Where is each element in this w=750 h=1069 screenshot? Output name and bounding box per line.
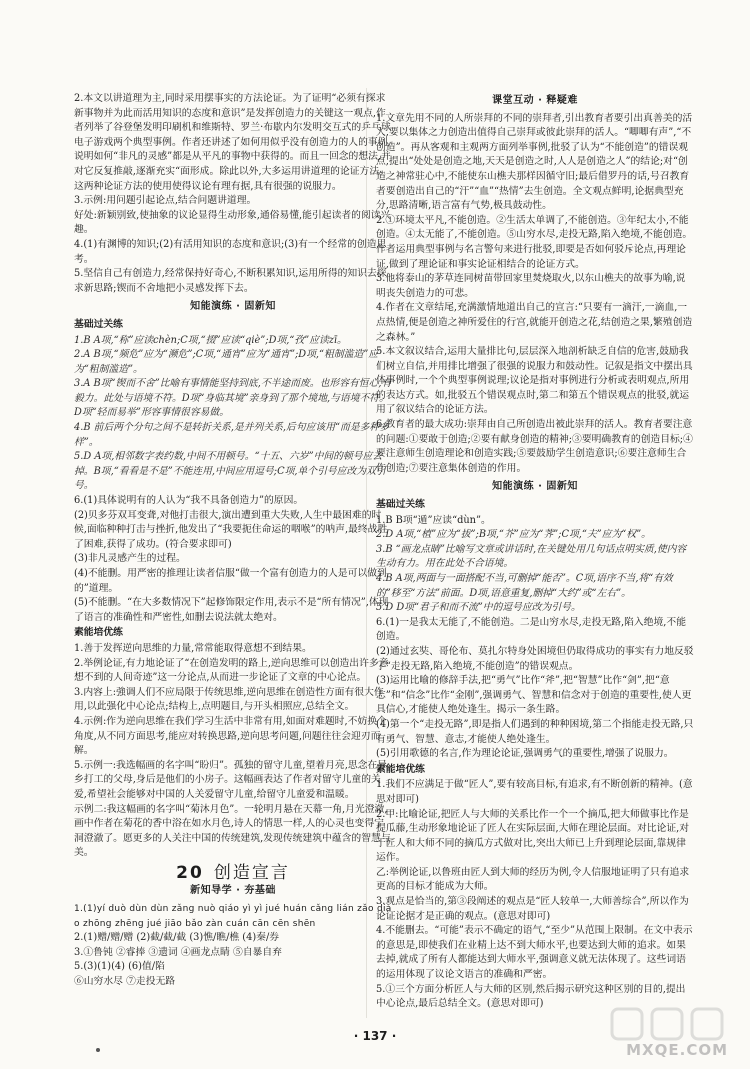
answer-paragraph: 5.坚信自己有创造力,经常保持好奇心,不断积累知识,运用所得的知识去探求新思路;锲而不舍地把小灵感发挥下去。: [74, 268, 387, 294]
answer-paragraph: (3)运用比喻的修辞手法,把“勇气”比作“斧”,把“智慧”比作“剑”,把“意志”和“信念”比作“金刚”,强调勇气、智慧和信念对于创造的重要性,使人更具信心,才能使人绝处逢生。揭示一条生路。: [376, 675, 692, 716]
right-column: [376, 90, 694, 1012]
answer-paragraph: 6.教育者的最大成功:崇拜由自己所创造出被此崇拜的活人。教育者要注意的问题:①要敢于创造;②要有献身创造的精神;③要明确教育的创造目标;④要注意师生创造理论和创造实践;⑤要鼓励学生创造意识;⑥要注意师生合作创造;⑦要注意集体创造的作用。: [376, 419, 693, 474]
answer-paragraph: (2)通过玄奘、哥伦布、莫扎尔特身处困境但仍取得成功的事实有力地反驳了“走投无路,陷入绝境,不能创造”的错误观点。: [376, 645, 694, 672]
section-heading: 课堂互动 · 释疑难: [492, 95, 578, 106]
answer-paragraph: 5.(3)(1)(4) (6)值/陷: [74, 961, 165, 973]
answer-paragraph: 6.(1)一是我太无能了,不能创造。二是山穷水尽,走投无路,陷入绝境,不能创造。: [376, 616, 686, 643]
answer-paragraph: 3.观点是恰当的,第③段阐述的观点是“匠人较单一,大师善综合”,所以作为论证论据才是正确的观点。(意思对即可): [376, 896, 689, 922]
handwritten-answer: 2.A B项,“频危”应为“濒危”;C项,“通宵”应为“通宵”;D项,“粗制滥造”应为“粗制滥造”。: [74, 349, 379, 375]
answer-paragraph: 2.举例论证,有力地论证了“在创造发明的路上,逆向思维可以创造出许多意想不到的人间奇迹”这一分论点,从而进一步论证了文章的中心论点。: [74, 657, 389, 684]
handwritten-answer: 4.B 前后两个分句之间不是转折关系,是并列关系,后句应该用“而是多种多样”。: [74, 422, 390, 448]
handwritten-answer: 3.A B项“锲而不舍”比喻有事情能坚持到底,不半途而废。也形容有恒心,有毅力。此处与语境不符。D项“身临其境”亲身到了那个境地,与语境不符。D项“轻而易举”形容事情很容易做。: [74, 378, 392, 419]
subsection-heading: 基础过关练: [376, 499, 425, 511]
answer-paragraph: 5.①三个方面分析匠人与大师的区别,然后揭示研究这种区别的目的,提出中心论点,最后总结全文。(意思对即可): [376, 983, 686, 1010]
handwritten-answer: 4.B A项,两面与一面搭配不当,可删掉“能否”。C项,语序不当,将“有效的”移至“方法”前面。D项,语意重复,删掉“大约”或“左右”。: [376, 573, 673, 599]
left-column: [74, 92, 392, 990]
pinyin-line: 1.(1)yí duò dùn dùn zǎng nuò qiáo yì yì jué huán cǎng lián zǎo diào zhōng zhēng jué jiāo bǎo zàn cuán cān cēn shēn: [74, 904, 392, 929]
answer-paragraph: (3)非凡灵感产生的过程。: [74, 553, 186, 565]
answer-paragraph: 3.①鲁钝 ②睿捧 ③遗词 ④画龙点睛 ⑤自暴自弃: [74, 946, 282, 958]
answer-paragraph: 2.本文以讲道理为主,同时采用摆事实的方法论证。为了证明“必须有探求新事物并为此而活用知识的态度和意识”是发挥创造力的关键这一观点,作者列举了谷登堡发明印刷机和维斯特、罗兰·布歇内尔发明交互式的乒乓球电子游戏两个典型事例。作者还讲述了如何用似乎没有创造力的人的事例,说明如何“非凡的灵感”都是从平凡的事物中获得的。而且一回念的想法,并对它反复推敲,逐渐充实“面形成。除此以外,大多运用讲道理的论证方法。这两种论证方法的使用使得议论有理有据,具有很强的说服力。: [74, 93, 391, 192]
answer-paragraph: 4.作者在文章结尾,充满激情地道出自己的宣言:“只要有一滴汗,一滴血,一点热情,便是创造之神所爱住的行宫,就能开创造之花,结创造之果,繁殖创造之森林。”: [376, 302, 693, 343]
subsection-heading: 素能培优练: [74, 627, 123, 639]
answer-paragraph: 6.(1)具体说明有的人认为“我不具备创造力”的原因。: [74, 495, 304, 507]
subsection-heading: 基础过关练: [74, 318, 123, 330]
lesson-number: 20: [176, 862, 204, 883]
section-heading: 新知导学 · 夯基础: [190, 885, 276, 897]
answer-paragraph: (5)不能删。“在大多数情况下”起修饰限定作用,表示不是“所有情况”,体现了语言的准确性和严密性,如删去说法就太绝对。: [74, 597, 389, 623]
page-number-text: 137: [362, 1029, 388, 1043]
lesson-title: [74, 862, 392, 883]
answer-paragraph: 1.我们不应满足于做“匠人”,要有较高目标,有追求,有不断创新的精神。(意思对即可): [376, 779, 693, 805]
answer-paragraph: 3.示例:用问题引起论点,结合问题讲道理。: [74, 195, 257, 207]
answer-paragraph: 4.(1)有渊博的知识;(2)有活用知识的态度和意识;(3)有一个经常的创造思考。: [74, 238, 387, 265]
answer-paragraph: 好处:新颖别致,使抽象的议论显得生动形象,通俗易懂,能引起读者的阅读兴趣。: [74, 209, 391, 236]
answer-paragraph: 示例二:我这幅画的名字叫“菊沐月色”。一轮明月悬在天幕一角,月光澄澈,画中作者在菊花的香中浴在如水月色,诗人的情思一样,人的心灵也变得宁洞澄澈了。愿更多的人关注中国的传统建筑,发现传统建筑中蕴含的智慧与美。: [74, 803, 391, 859]
answer-paragraph: 1.善于发挥逆向思维的力量,常常能取得意想不到结果。: [74, 642, 312, 654]
corner-dot: [96, 1048, 100, 1052]
answer-paragraph: 1.B B项“遁”应读“dùn”。: [376, 514, 491, 526]
page-number: · 137 ·: [353, 1029, 397, 1043]
handwritten-answer: 5.D A项,相邻数字表约数,中间不用顿号。“十五、六岁”中间的顿号应去掉。B项,“看看是不是”不能连用,中间应用逗号;C项,单个引号应改为双引号。: [74, 451, 386, 492]
handwritten-answer: 2.D A项,“植”应为“拔”;B项,“芥”应为“荠”;C项,“夫”应为“权”。: [376, 529, 651, 541]
answer-paragraph: 5.本文叙议结合,运用大量排比句,层层深入地剖析缺乏自信的危害,鼓励我们树立自信,并用排比增强了很强的说服力和鼓动性。记叙是指文中摆出具体事例时,一个个典型事例说理;议论是指对事例进行分析或表明观点,所用的表达方式。如,批驳五个错误观点时,第二和第五个错误观点的批驳,就运用了叙议结合的论证方法。: [376, 346, 693, 416]
answer-paragraph: ⑥山穷水尽 ⑦走投无路: [74, 976, 176, 988]
section-heading: 知能演练 · 固新知: [190, 301, 276, 313]
answer-paragraph: 4.示例:作为逆向思维在我们学习生活中非常有用,如面对难题时,不妨换个角度,从不同方面思考,能应对转换思路,逆向思考问题,问题往往会迎刃而解。: [74, 715, 387, 757]
answer-paragraph: (4)第一个“走投无路”,即是指人们遇到的种种困境,第二个指能走投无路,只有勇气、智慧、意志,才能使人绝处逢生。: [376, 718, 694, 745]
answer-paragraph: 作者运用典型事例与名言警句来进行批驳,即要是否如何驳斥论点,再理论证,做到了理论证和事实论证相结合的论证方式。: [376, 243, 686, 270]
watermark-text: MXQE.COM: [626, 1041, 728, 1059]
answer-paragraph: 3.内容上:強调人们不应局限于传统思维,逆向思维在创造性方面有很大作用,以此强化中心论点;结构上,点明题目,与开头相照应,总结全文。: [74, 686, 384, 713]
answer-paragraph: 2.甲:比喻论证,把匠人与大师的关系比作一个一个摘瓜,把大师做事比作是提瓜藤,生动形象地论证了匠人在实际层面,大师在理论层面。对比论证,对于匠人和大师不同的摘瓜方式做对比,突出大师已上升到理论层面,靠规律运作。: [376, 808, 690, 864]
handwritten-answer: 1.B A项,“称”应读chèn;C项,“掇”应读“qiè”;D项,“孜”应读zī。: [74, 334, 347, 346]
lesson-name: 创造宣言: [213, 862, 290, 883]
answer-paragraph: 1.文章先用不同的人所崇拜的不同的崇拜者,引出教育者要引出真善美的活人,要以集体之力创造出值得自己崇拜或彼此崇拜的活人。“唧唧有声”,“不创造”。再从客观和主观两方面列举事例,批驳了认为“不能创造”的错误观点,提出“处处是创造之地,天天是创造之时,人人是创造之人”的结论;对“创造之神常驻心中,不能使东山樵夫那样因循守旧;最后借罗丹的话,号召教育者要创造出自己的“汗”“血”“热情”去生创造。全文观点鲜明,论据典型充分,思路清晰,语言富有气势,极具鼓动性。: [376, 112, 693, 212]
handwritten-answer: 5.D D项“君子和而不流”中的逗号应改为引号。: [376, 602, 581, 614]
answer-paragraph: (4)不能删。用严密的推理让读者信服“做一个富有创造力的人是可以做到的”道理。: [74, 568, 387, 594]
answer-paragraph: 2.①环境太平凡,不能创造。②生活太单调了,不能创造。③年纪太小,不能创造。④太无能了,不能创造。⑤山穷水尽,走投无路,陷入绝境,不能创造。: [376, 214, 693, 241]
answer-paragraph: 乙:举例论证,以鲁班由匠人到大师的经历为例,令人信服地证明了只有追求更高的目标才能成为大师。: [376, 866, 690, 893]
section-heading: 知能演练 · 固新知: [492, 481, 578, 493]
handwritten-answer: 3.B “画龙点睛”比喻写文章或讲话时,在关键处用几句话点明实质,使内容生动有力。用在此处不合语境。: [376, 543, 687, 570]
answer-paragraph: 2.(1)赠/赠/赠 (2)截/截/截 (3)憔/瞧/樵 (4)秦/券: [74, 932, 280, 944]
answer-paragraph: 5.示例一:我选幅画的名字叫“盼归”。孤独的留守儿童,望着月亮,思念在异乡打工的父母,身后是他们的小房子。这幅画表达了作者对留守儿童的关爱,希望社会能够对中国的人关爱留守儿童,给留守儿童爱和温暖。: [74, 759, 388, 800]
answer-paragraph: (2)贝多芬双耳变聋,对他打击很大,演出遭到重大失败,人生中最困难的时候,面临种种打击与挫折,他发出了“我要扼住命运的咽喉”的呐声,最终战胜了困难,获得了成功。(符合要求即可): [74, 509, 388, 550]
answer-paragraph: (5)引用歌德的名言,作为理论论证,强调勇气的重要性,增强了说服力。: [376, 748, 674, 760]
answer-paragraph: 3.他将泰山的茅草连同树苗带回家里焚烧取火,以东山樵夫的故事为喻,说明丧失创造力的可悲。: [376, 273, 686, 299]
subsection-heading: 素能培优练: [376, 763, 425, 775]
answer-paragraph: 4.不能删去。“可能”表示不确定的语气,“至少”从范围上限制。在文中表示的意思是,即使我们在业精上达不到大师水平,也要达到大师的追求。如果去掉,就成了所有人都能达到大师水平,强调意义就无法体现了。这些词语的运用体现了议论文语言的准确和严密。: [376, 925, 693, 981]
